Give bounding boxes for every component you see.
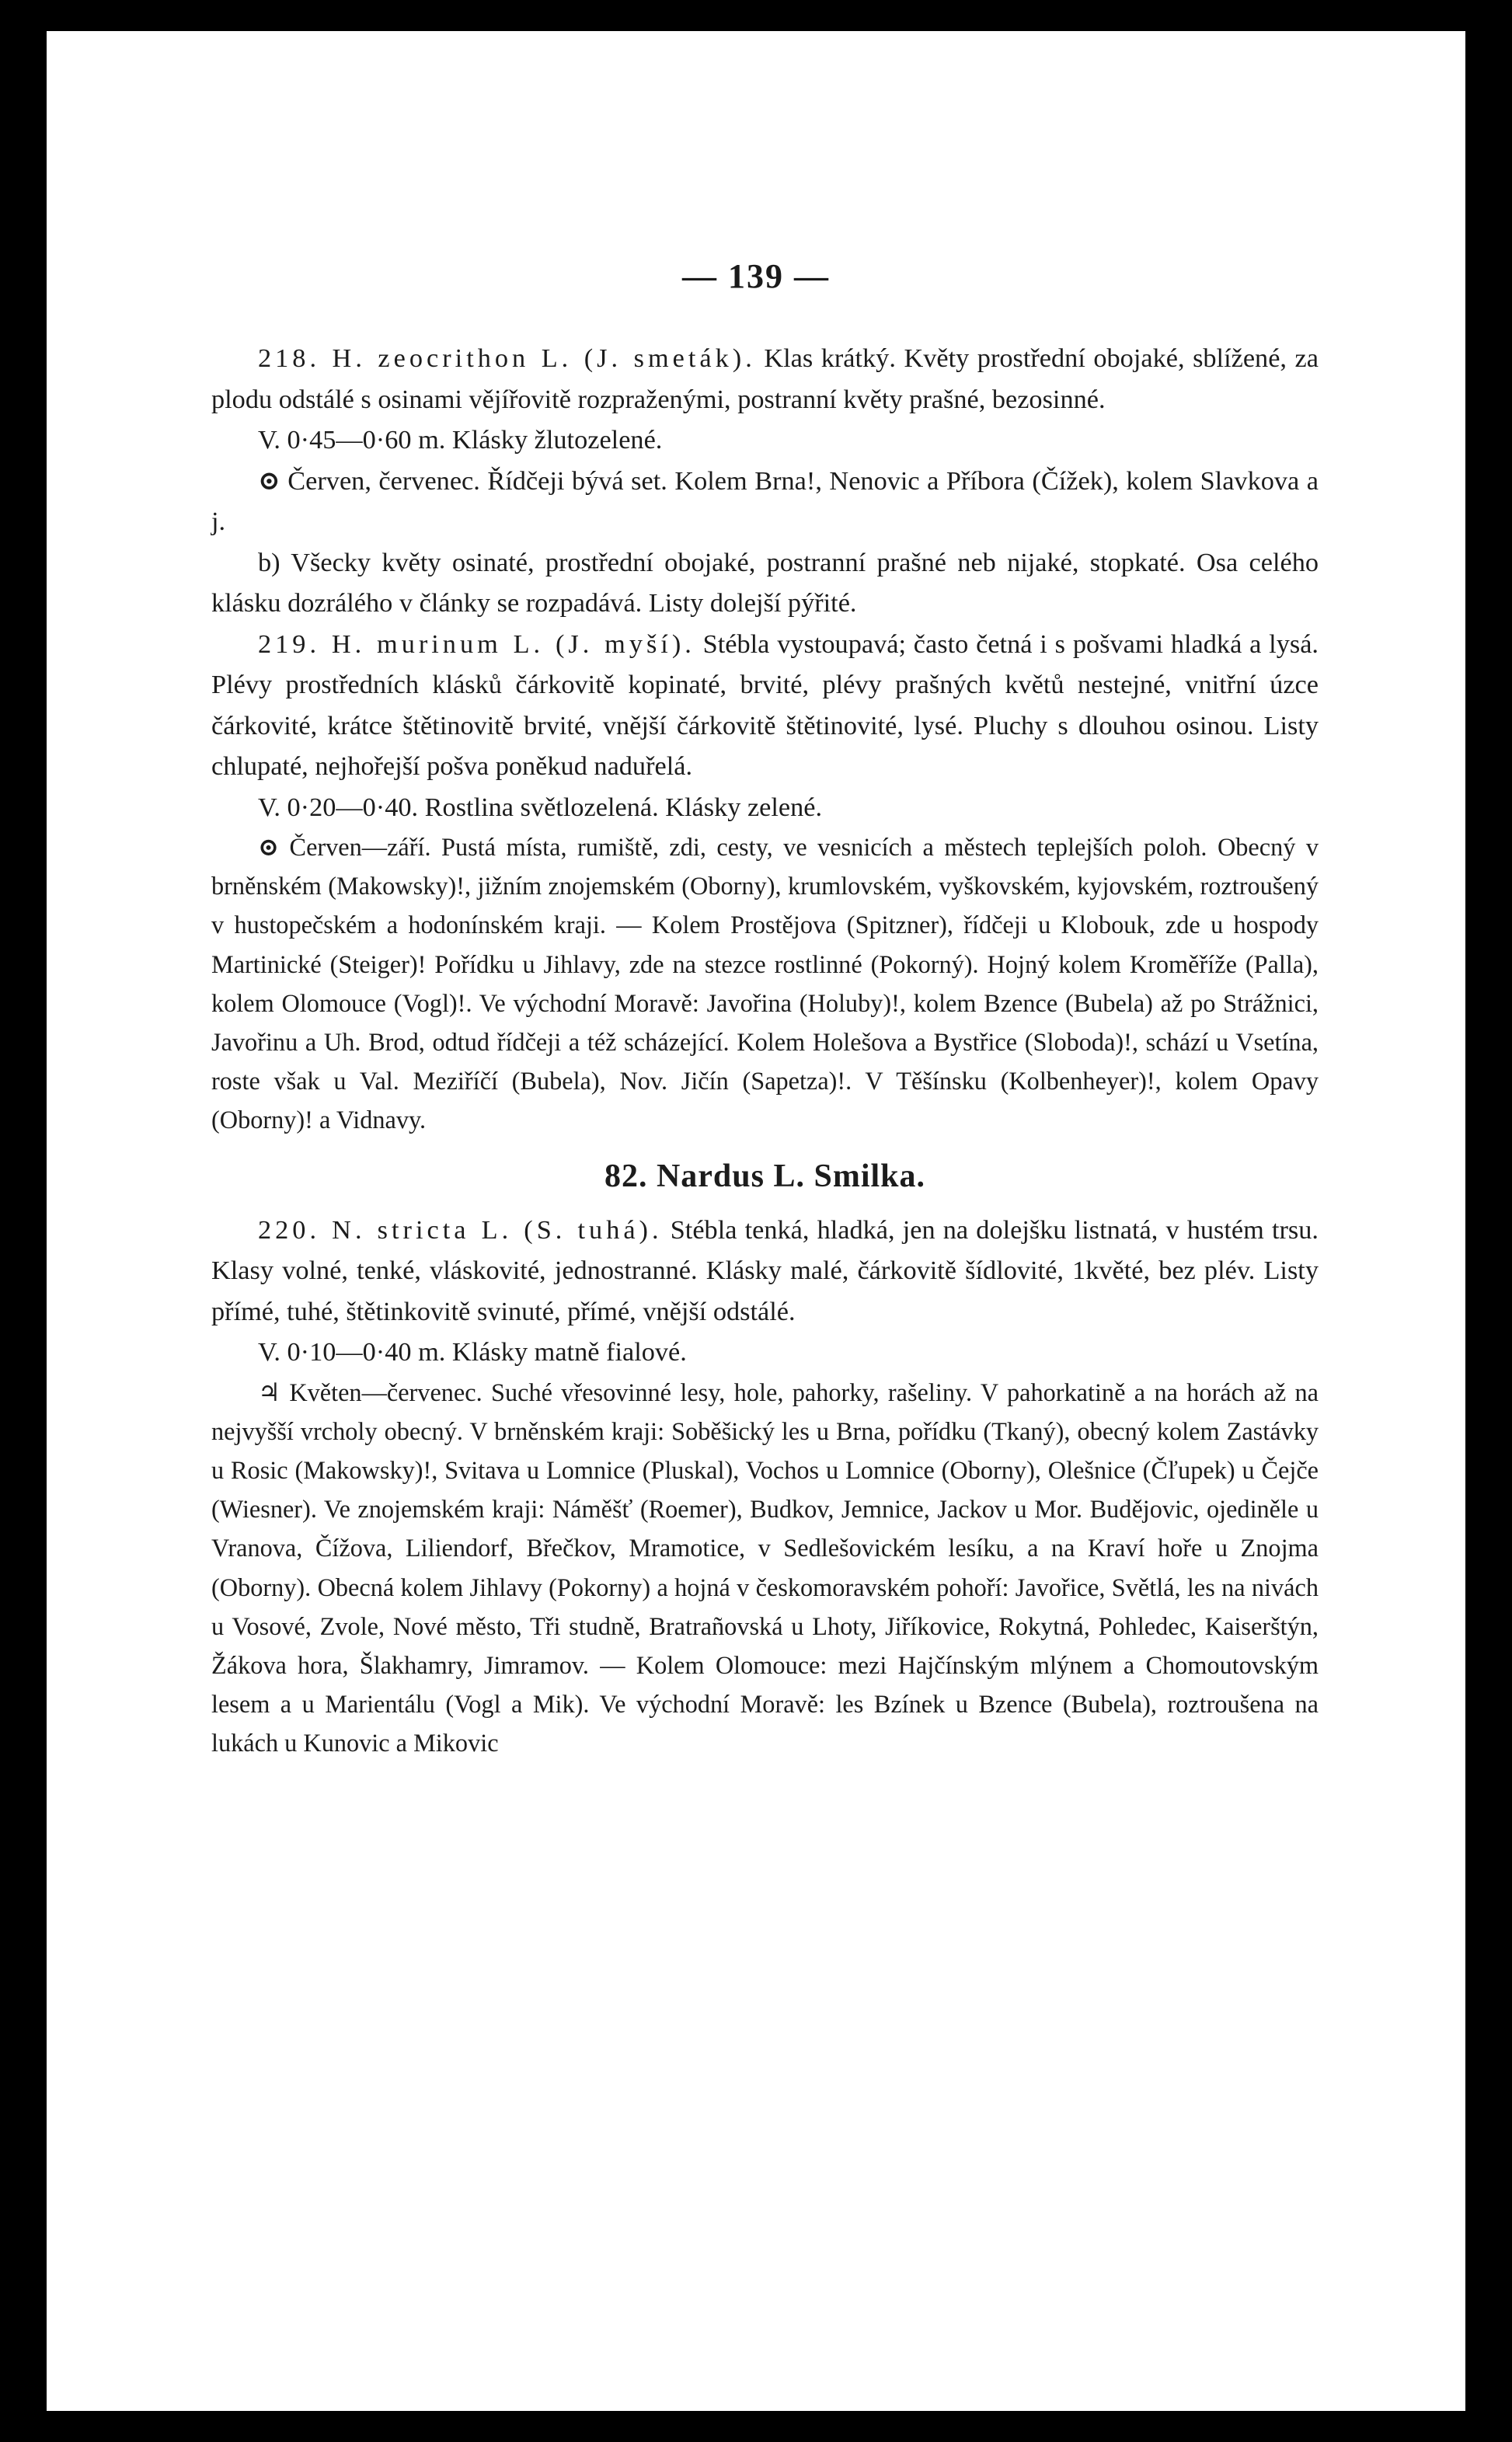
annual-symbol: ⊙ xyxy=(258,465,280,496)
entry-219-head: 219. H. murinum L. (J. myší). xyxy=(258,629,695,659)
entry-219-size: V. 0·20—0·40. Rostlina světlozelená. Klásky zelené. xyxy=(258,792,823,822)
entry-218 xyxy=(211,338,1319,420)
page xyxy=(47,31,1465,2411)
entry-219 xyxy=(211,624,1319,787)
entry-220-distribution-text: Květen—červenec. Suché vřesovinné lesy, hole, pahorky, rašeliny. V pahorkatině a na horách až na nejvyšší vrcholy obecný. V brněnském kraji: Soběšický les u Brna, pořídku (Tkaný), obecný kolem Zastávky u Rosic (Makowsky)!, Svitava u Lomnice (Pluskal), Vochos u Lomnice (Oborny), Olešnice (Čľupek) u Čejče (Wiesner). Ve znojemském kraji: Náměšť (Roemer), Budkov, Jemnice, Jackov u Mor. Budějovic, ojediněle u Vranova, Čížova, Liliendorf, Břečkov, Mramotice, v Sedlešovickém lesíku, a na Kraví hoře u Znojma (Oborny). Obecná kolem Jihlavy (Pokorny) a hojná v českomoravském pohoří: Javořice, Světlá, les na nivách u Vosové, Zvole, Nové město, Tři studně, Bratrañovská u Lhoty, Jiříkovice, Rokytná, Pohledec, Kaiserštýn, Žákova hora, Šlakhamry, Jimramov. — Kolem Olomouce: mezi Hajčínským mlýnem a Chomoutovským lesem a u Marientálu (Vogl a Mik). Ve východní Moravě: les Bzínek u Bzence (Bubela), roztroušena na lukách u Kunovic a Mikovic xyxy=(211,1378,1319,1757)
page-number: — 139 — xyxy=(682,257,830,295)
entry-219-distribution xyxy=(211,827,1319,1140)
entry-218-size: V. 0·45—0·60 m. Klásky žlutozelené. xyxy=(258,425,663,455)
entry-220 xyxy=(211,1210,1319,1332)
genus-heading: 82. Nardus L. Smilka. xyxy=(604,1158,926,1194)
entry-218-head: 218. H. zeocrithon L. (J. smeták). xyxy=(258,343,756,373)
entry-220-head: 220. N. stricta L. (S. tuhá). xyxy=(258,1214,663,1245)
entry-219-text: Stébla vystoupavá; často četná i s pošvami hladká a lysá. Plévy prostředních klásků čárkovitě kopinaté, brvité, plévy prašných květů nestejné, vnitřní úzce čárkovité, krátce štětinovitě brvité, vnější čárkovitě štětinovité, lysé. Pluchy s dlouhou osinou. Listy chlupaté, nejhořejší pošva poněkud naduřelá. xyxy=(211,629,1319,781)
entry-220-size: V. 0·10—0·40 m. Klásky matně fialové. xyxy=(258,1337,687,1367)
page-body xyxy=(211,338,1319,1763)
entry-218-distribution xyxy=(211,461,1319,542)
subsection-b: b) Všecky květy osinaté, prostřední obojaké, postranní prašné neb nijaké, stopkaté. Osa celého klásku dozrálého v články se rozpadává. Listy dolejší pýřité. xyxy=(211,547,1319,618)
perennial-symbol: ♃ xyxy=(258,1378,280,1406)
entry-220-text: Stébla tenká, hladká, jen na dolejšku listnatá, v hustém trsu. Klasy volné, tenké, vláskovité, jednostranné. Klásky malé, čárkovitě šídlovité, 1květé, bez plév. Listy přímé, tuhé, štětinkovitě svinuté, přímé, vnější odstálé. xyxy=(211,1214,1319,1326)
entry-218-distribution-text: Červen, červenec. Řídčeji bývá set. Kolem Brna!, Nenovic a Příbora (Čížek), kolem Slavkova a j. xyxy=(211,465,1319,536)
annual-symbol: ⊙ xyxy=(258,833,280,861)
entry-220-distribution xyxy=(211,1373,1319,1763)
entry-218-text: Klas krátký. Květy prostřední obojaké, sblížené, za plodu odstálé s osinami vějířovitě rozpraženými, postranní květy prašné, bezosinné. xyxy=(211,343,1319,414)
entry-219-distribution-text: Červen—září. Pustá místa, rumiště, zdi, cesty, ve vesnicích a městech teplejších poloh. Obecný v brněnském (Makowsky)!, jižním znojemském (Oborny), krumlovském, vyškovském, kyjovském, roztroušený v hustopečském a hodonínském kraji. — Kolem Prostějova (Spitzner), řídčeji u Klobouk, zde u hospody Martinické (Steiger)! Pořídku u Jihlavy, zde na stezce rostlinné (Pokorný). Hojný kolem Kroměříže (Palla), kolem Olomouce (Vogl)!. Ve východní Moravě: Javořina (Holuby)!, kolem Bzence (Bubela) až po Strážnici, Javořinu a Uh. Brod, odtud řídčeji a též scházející. Kolem Holešova a Bystřice (Sloboda)!, schází u Vsetína, roste však u Val. Meziříčí (Bubela), Nov. Jičín (Sapetza)!. V Těšínsku (Kolbenheyer)!, kolem Opavy (Oborny)! a Vidnavy. xyxy=(211,833,1319,1134)
